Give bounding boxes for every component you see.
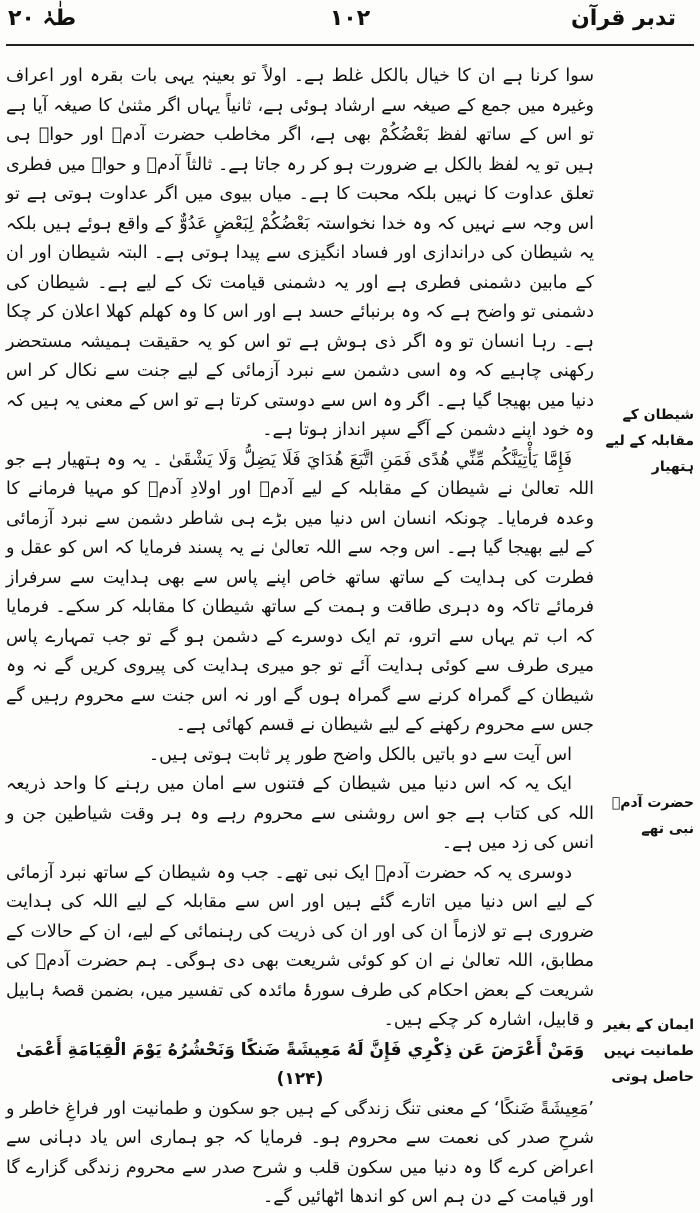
- paragraph: سوا کرنا ہے ان کا خیال بالکل غلط ہے۔ اولاً تو بعینہٖ یہی بات بقرہ اور اعراف وغیرہ میں جمع کے صیغہ سے ارشاد ہوئی ہے، ثانیاً یہاں اگر مثنیٰ کا صیغہ آیا ہے تو اس کے ساتھ لفظ بَعْضُكُمْ بھی ہے، اگر مخاطب حضرت آدمؑ اور حواؑ ہی ہیں تو یہ لفظ بالکل بے ضرورت ہو کر رہ جاتا ہے۔ ثالثاً آدمؑ و حواؑ میں فطری تعلق عداوت کا نہیں بلکہ محبت کا ہے۔ میاں بیوی میں اگر عداوت ہوتی ہے تو اس وجہ سے نہیں کہ وہ خدا نخواستہ بَعْضُكُمْ لِبَعْضٍ عَدُوٌّ کے واقع ہوئے ہیں بلکہ یہ شیطان کی دراندازی اور فساد انگیزی سے پیدا ہوتی ہے۔ البتہ شیطان اور ان کے مابین دشمنی فطری ہے اور یہ دشمنی قیامت تک کے لیے ہے۔ شیطان کی دشمنی تو واضح ہے کہ وہ برنبائے حسد ہے اور اس کا وہ کھلم کھلا اعلان کر چکا ہے۔ رہا انسان تو وہ اگر ذی ہوش ہے تو اس کو یہ حقیقت ہمیشہ مستحضر رکھنی چاہیے کہ وہ اسی دشمن سے نبرد آزمائی کے لیے جنت سے نکال کر اس دنیا میں بھیجا گیا ہے۔ اگر وہ اس سے دوستی کرتا ہے تو اس کے معنی یہ ہیں کہ وہ خود اپنے دشمن کے آگے سپر انداز ہوتا ہے۔: [6, 66, 594, 440]
- surah-reference: طٰہٰ ۲۰: [8, 6, 77, 31]
- margin-note: ایمان کے بغیر طمانیت نہیں حاصل ہوتی: [603, 1017, 694, 1085]
- paragraph: ایک یہ کہ اس دنیا میں شیطان کے فتنوں سے امان میں رہنے کا واحد ذریعہ اللہ کی کتاب ہے جو اس روشنی سے محروم رہے وہ ہر وقت شیاطین جن و انس کی زد میں ہے۔: [6, 774, 594, 853]
- header-divider: [6, 44, 694, 46]
- commentary-text: [6, 62, 594, 1213]
- page-number: ۱۰۲: [329, 6, 371, 31]
- paragraph: فَإِمَّا يَأْتِيَنَّكُم مِّنِّي هُدًى فَمَنِ اتَّبَعَ هُدَايَ فَلَا يَضِلُّ وَلَا يَشْقَىٰ ۔ یہ وہ ہتھیار ہے جو اللہ تعالیٰ نے شیطان کے مقابلہ کے لیے آدمؑ اور اولادِ آدمؑ کو مہیا فرمانے کا وعدہ فرمایا۔ چونکہ انسان اس دنیا میں بڑے ہی شاطر دشمن سے نبرد آزمائی کے لیے بھیجا گیا ہے۔ اس وجہ سے اللہ تعالیٰ نے یہ پسند فرمایا کہ اس کو عقل و فطرت کی ہدایت کے ساتھ ساتھ خاص اپنے پاس سے بھی ہدایت سے سرفراز فرمائے تاکہ وہ دہری طاقت و ہمت کے ساتھ شیطان کا مقابلہ کر سکے۔ فرمایا کہ اب تم یہاں سے اترو، تم ایک دوسرے کے دشمن ہو گے تو جب تمہارے پاس میری طرف سے کوئی ہدایت آئے تو جو میری ہدایت کی پیروی کریں گے نہ وہ شیطان کے گمراہ کرنے سے گمراہ ہوں گے اور نہ اس جنت سے محروم رہیں گے جس سے محروم رکھنے کے لیے شیطان نے قسم کھائی ہے۔: [6, 449, 594, 735]
- margin-note: شیطان کے مقابلہ کے لیے ہتھیار: [605, 407, 694, 475]
- paragraph: دوسری یہ کہ حضرت آدمؑ ایک نبی تھے۔ جب وہ شیطان کے ساتھ نبرد آزمائی کے لیے اس دنیا میں اتارے گئے ہیں اور اس سے مقابلہ کے لیے اللہ کی ہدایت ضروری ہے تو لازماً ان کی اور ان کی ذریت کی رہنمائی کے لیے، ان کے حالات کے مطابق، اللہ تعالیٰ نے ان کو کوئی شریعت بھی دی ہوگی۔ ہم حضرت آدمؑ کی شریعت کے بعض احکام کی طرف سورۂ مائدہ کی تفسیر میں، بضمن قصۂ ہابیل و قابیل، اشارہ کر چکے ہیں۔: [6, 862, 594, 1030]
- margin-note: حضرت آدمؑ نبی تھے: [611, 795, 694, 837]
- paragraph: ’مَعِيشَةً ضَنكًا‘ کے معنی تنگ زندگی کے ہیں جو سکون و طمانیت اور فراغِ خاطر و شرحِ صدر کی نعمت سے محروم ہو۔ فرمایا کہ جو ہماری اس یاد دہانی سے اعراض کرے گا وہ دنیا میں سکون قلب و شرح صدر سے محروم زندگی گزارے گا اور قیامت کے دن ہم اس کو اندھا اٹھائیں گے۔: [6, 1098, 594, 1207]
- quran-verse: وَمَنْ أَعْرَضَ عَن ذِكْرِي فَإِنَّ لَهُ مَعِيشَةً ضَنكًا وَنَحْشُرُهُ يَوْمَ الْقِيَامَةِ أَعْمَىٰ (۱۲۴): [15, 1039, 585, 1089]
- paragraph: اس آیت سے دو باتیں بالکل واضح طور پر ثابت ہوتی ہیں۔: [148, 744, 572, 765]
- book-title: تدبر قرآن: [571, 6, 676, 31]
